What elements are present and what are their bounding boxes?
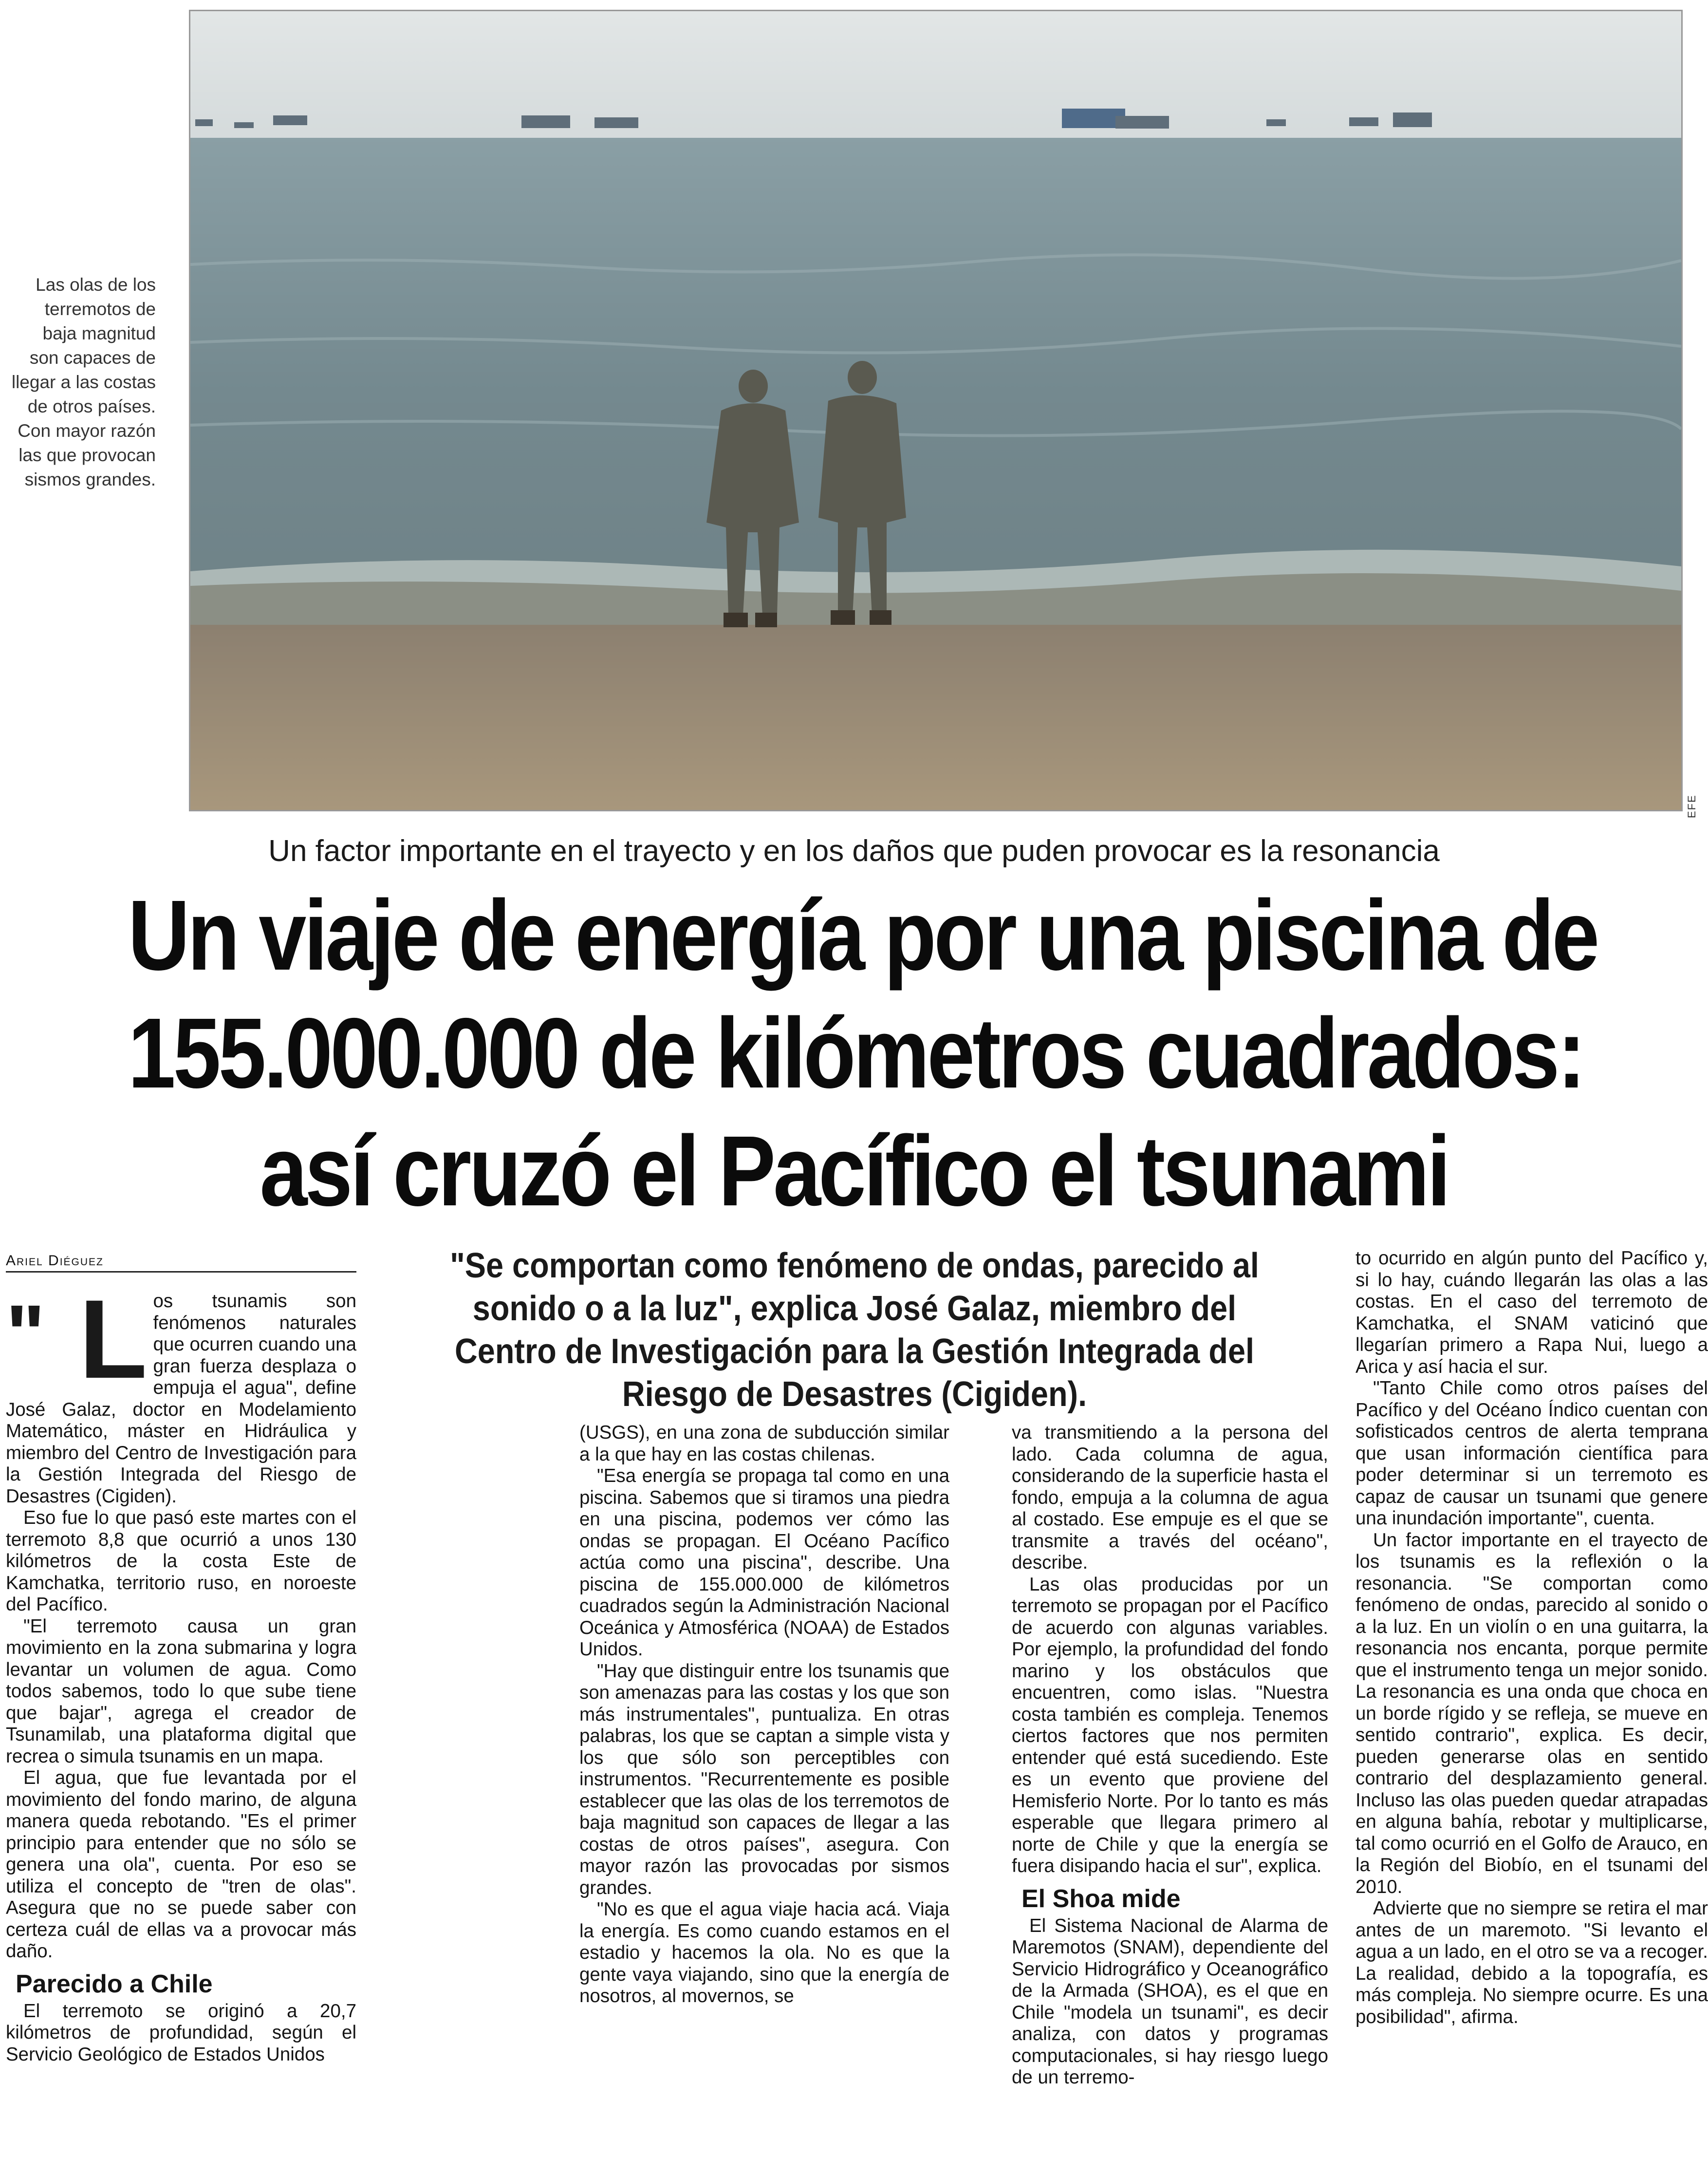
article-column-3: [1012, 1422, 1328, 2089]
paragraph: "Tanto Chile como otros países del Pacífico y del Océano Índico cuentan con sofisticados centros de alerta temprana que usan información científica para poder determinar si un terremoto es capaz de causar un tsunami que genere una inundación importante", cuenta.: [1355, 1378, 1708, 1529]
kicker: Un factor importante en el trayecto y en los daños que puden provocar es la resonancia: [268, 834, 1440, 868]
paragraph: to ocurrido en algún punto del Pacífico y, si lo hay, cuándo llegarán las olas a las costas. En el caso del terremoto de Kamchatka, el SNAM vaticinó que llegarían primero a Rapa Nui, luego a Arica y así hacia el sur.: [1355, 1248, 1708, 1377]
paragraph: Eso fue lo que pasó este martes con el terremoto 8,8 que ocurrió a unos 130 kilómetros de la costa Este de Kamchatka, territorio ruso, en noroeste del Pacífico.: [6, 1507, 356, 1615]
byline: Ariel Diéguez: [6, 1253, 356, 1273]
photo-caption: Las olas de los terremotos de baja magnitud son capaces de llegar a las costas de otros países. Con mayor razón las que provocan sismos grandes.: [11, 275, 156, 489]
paragraph: "El terremoto causa un gran movimiento en la zona submarina y logra levantar un volumen de agua. Como todos sabemos, todo lo que sube tiene que bajar", agrega el creador de Tsunamilab, una plataforma digital que recrea o simula tsunamis en un mapa.: [6, 1615, 356, 1767]
paragraph: va transmitiendo a la persona del lado. Cada columna de agua, considerando de la superficie hasta el fondo, empuja a la columna de agua al costado. Ese empuje es el que se transmite a través del océano", describe.: [1012, 1422, 1328, 1573]
headline: [128, 877, 1597, 1230]
paragraph: El terremoto se originó a 20,7 kilómetros de profundidad, según el Servicio Geológico de Estados Unidos: [6, 2000, 356, 2065]
paragraph: "Esa energía se propaga tal como en una piscina. Sabemos que si tiramos una piedra en una piscina, podemos ver cómo las ondas se propagan. El Océano Pacífico actúa como una piscina", describe. Una piscina de 155.000.000 de kilómetros cuadrados según la Administración Nacional Oceánica y Atmosférica (NOAA) de Estados Unidos.: [579, 1465, 949, 1660]
beach-photo: [189, 10, 1683, 811]
subhead: El Shoa mide: [1021, 1884, 1181, 1913]
headline-line: 155.000.000 de kilómetros cuadrados:: [128, 997, 1583, 1109]
pull-quote: "Se comportan como fenómeno de ondas, parecido al sonido o a la luz", explica José Galaz, miembro del Centro de Investigación para la Gestión Integrada del Riesgo de Desastres (Cigiden).: [450, 1246, 1259, 1414]
paragraph: "Hay que distinguir entre los tsunamis que son amenazas para las costas y los que son más instrumentales", puntualiza. En otras palabras, los que se captan a simple vista y los que sólo son perceptibles con instrumentos. "Recurrentemente es posible establecer que las olas de los terremotos de baja magnitud son capaces de llegar a las costas de otros países", asegura. Con mayor razón las provocadas por sismos grandes.: [579, 1660, 949, 1898]
lead-paragraph: os tsunamis son fenómenos naturales que ocurren cuando una gran fuerza desplaza o empuja el agua", define José Galaz, doctor en Modelamiento Matemático, máster en Hidráulica y miembro del Centro de Investigación para la Gestión Integrada del Riesgo de Desastres (Cigiden).: [6, 1291, 356, 1507]
subhead: Parecido a Chile: [16, 1969, 213, 1998]
paragraph: Las olas producidas por un terremoto se propagan por el Pacífico de acuerdo con algunas variables. Por ejemplo, la profundidad del fondo marino y los obstáculos que encuentren, como islas. "Nuestra costa también es compleja. Tenemos ciertos factores que nos permiten entender qué está sucediendo. Este es un evento que proviene del Hemisferio Norte. Por lo tanto es más esperable que llegara primero al norte de Chile y que la energía se fuera disipando hacia el sur", explica.: [1012, 1574, 1328, 1876]
paragraph: Advierte que no siempre se retira el mar antes de un maremoto. "Si levanto el agua a un lado, en el otro se va a recoger. La realidad, debido a la topografía, es más compleja. No siempre ocurre. Es una posibilidad", afirma.: [1355, 1898, 1708, 2027]
paragraph: Un factor importante en el trayecto de los tsunamis es la reflexión o la resonancia. "Se comportan como fenómeno de ondas, parecido al sonido o a la luz. En un violín o en una guitarra, la resonancia nos encanta, porque permite que el instrumento tenga un mejor sonido. La resonancia es una onda que choca en un borde rígido y se refleja, se mueve en sentido contrario", explica. Es decir, pueden generarse olas en sentido contrario del desplazamiento general. Incluso las olas pueden quedar atrapadas en alguna bahía, rebotar y multiplicarse, tal como ocurrió en el Golfo de Arauco, en la Región del Biobío, en el tsunami del 2010.: [1355, 1529, 1708, 1897]
article-column-4: [1355, 1248, 1708, 2028]
paragraph: (USGS), en una zona de subducción similar a la que hay en las costas chilenas.: [579, 1422, 949, 1465]
lead-paragraph-wrap: [6, 1276, 356, 1507]
paragraph: El agua, que fue levantada por el movimiento del fondo marino, de alguna manera queda rebotando. "Es el primer principio para entender que no sólo se genera una ola", cuenta. Por eso se utiliza el concepto de "tren de olas". Asegura que no se puede saber con certeza cuál de ellas va a provocar más daño.: [6, 1767, 356, 1962]
headline-line: Un viaje de energía por una piscina de: [128, 880, 1597, 991]
paragraph: El Sistema Nacional de Alarma de Maremotos (SNAM), dependiente del Servicio Hidrográfico y Oceanográfico de la Armada (SHOA), es el que en Chile "modela un tsunami", es decir analiza, con datos y programas computacionales, si hay riesgo luego de un terremo-: [1012, 1915, 1328, 2088]
paragraph: "No es que el agua viaje hacia acá. Viaja la energía. Es como cuando estamos en el estadio y hacemos la ola. No es que la gente vaya viajando, sino que la energía de nosotros, al movernos, se: [579, 1899, 949, 2006]
drop-cap: L: [79, 1276, 148, 1402]
photo-credit: EFE: [1686, 794, 1698, 818]
drop-quote: ": [6, 1288, 45, 1381]
article-column-2: [579, 1422, 949, 2007]
article-column-1: [6, 1276, 356, 2065]
headline-line: así cruzó el Pacífico el tsunami: [260, 1115, 1448, 1227]
